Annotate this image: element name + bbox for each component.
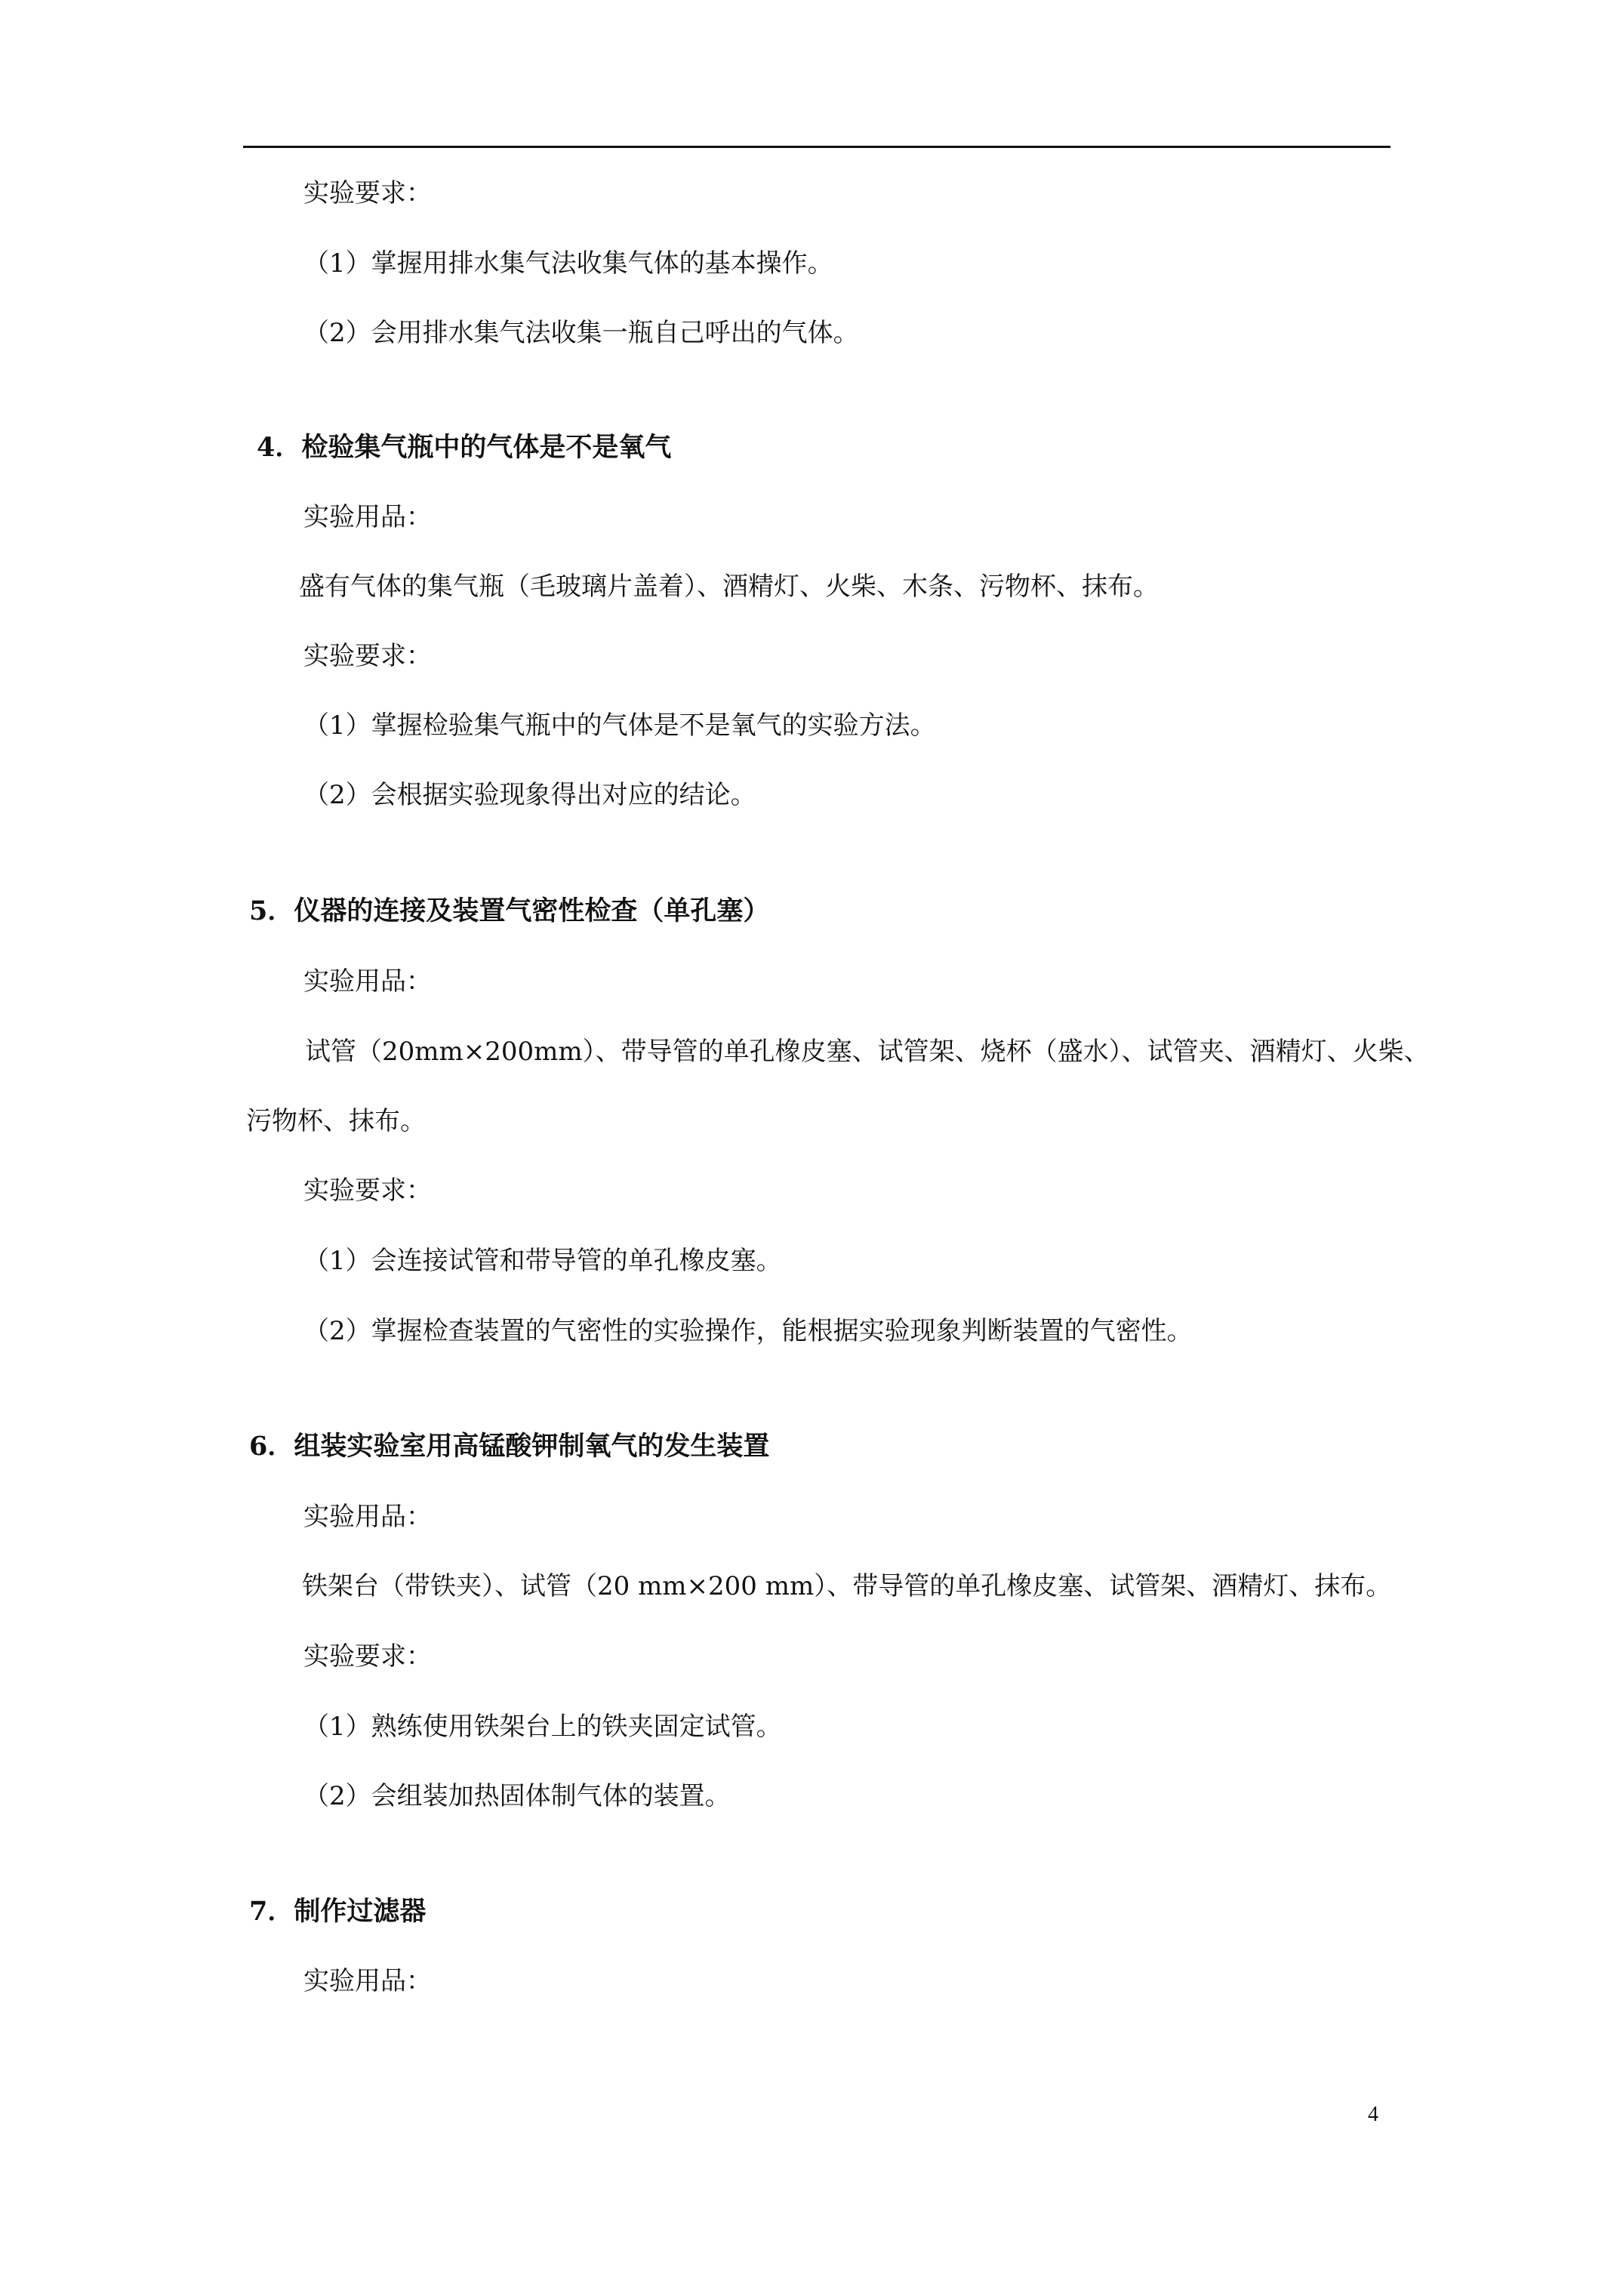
- s6-requirement-1: （1）熟练使用铁架台上的铁夹固定试管。: [303, 1712, 782, 1742]
- s4-heading: 4．检验集气瓶中的气体是不是氧气: [257, 432, 672, 463]
- s6-requirements-label: 实验要求：: [303, 1641, 432, 1672]
- s5-items-line-1: 试管（20mm×200mm）、带导管的单孔橡皮塞、试管架、烧杯（盛水）、试管夹、酒精灯、火柴、: [305, 1037, 1430, 1067]
- s5-items-label: 实验用品：: [303, 966, 432, 997]
- s4-items-label: 实验用品：: [303, 502, 432, 532]
- s4-requirement-2: （2）会根据实验现象得出对应的结论。: [303, 780, 756, 810]
- s5-requirements-label: 实验要求：: [303, 1176, 432, 1206]
- s3-requirements-label: 实验要求：: [303, 178, 432, 208]
- s5-requirement-2: （2）掌握检查装置的气密性的实验操作，能根据实验现象判断装置的气密性。: [303, 1316, 1193, 1346]
- s7-heading: 7．制作过滤器: [249, 1896, 427, 1927]
- s4-items: 盛有气体的集气瓶（毛玻璃片盖着）、酒精灯、火柴、木条、污物杯、抹布。: [299, 572, 1159, 602]
- s3-requirement-2: （2）会用排水集气法收集一瓶自己呼出的气体。: [303, 318, 859, 348]
- s4-requirements-label: 实验要求：: [303, 641, 432, 671]
- s6-heading: 6．组装实验室用高锰酸钾制氧气的发生装置: [249, 1431, 770, 1462]
- page-number: 4: [1368, 2103, 1378, 2126]
- s7-items-label: 实验用品：: [303, 1966, 432, 1996]
- s6-items-label: 实验用品：: [303, 1502, 432, 1532]
- s5-items-line-2: 污物杯、抹布。: [246, 1106, 426, 1136]
- s6-requirement-2: （2）会组装加热固体制气体的装置。: [303, 1781, 731, 1811]
- header-rule: [243, 146, 1390, 148]
- s6-items: 铁架台（带铁夹）、试管（20 mm×200 mm）、带导管的单孔橡皮塞、试管架、酒精灯、抹布。: [302, 1571, 1392, 1601]
- s5-requirement-1: （1）会连接试管和带导管的单孔橡皮塞。: [303, 1246, 782, 1276]
- s4-requirement-1: （1）掌握检验集气瓶中的气体是不是氧气的实验方法。: [303, 710, 936, 741]
- s5-heading: 5．仪器的连接及装置气密性检查（单孔塞）: [249, 895, 770, 926]
- s3-requirement-1: （1）掌握用排水集气法收集气体的基本操作。: [303, 248, 833, 279]
